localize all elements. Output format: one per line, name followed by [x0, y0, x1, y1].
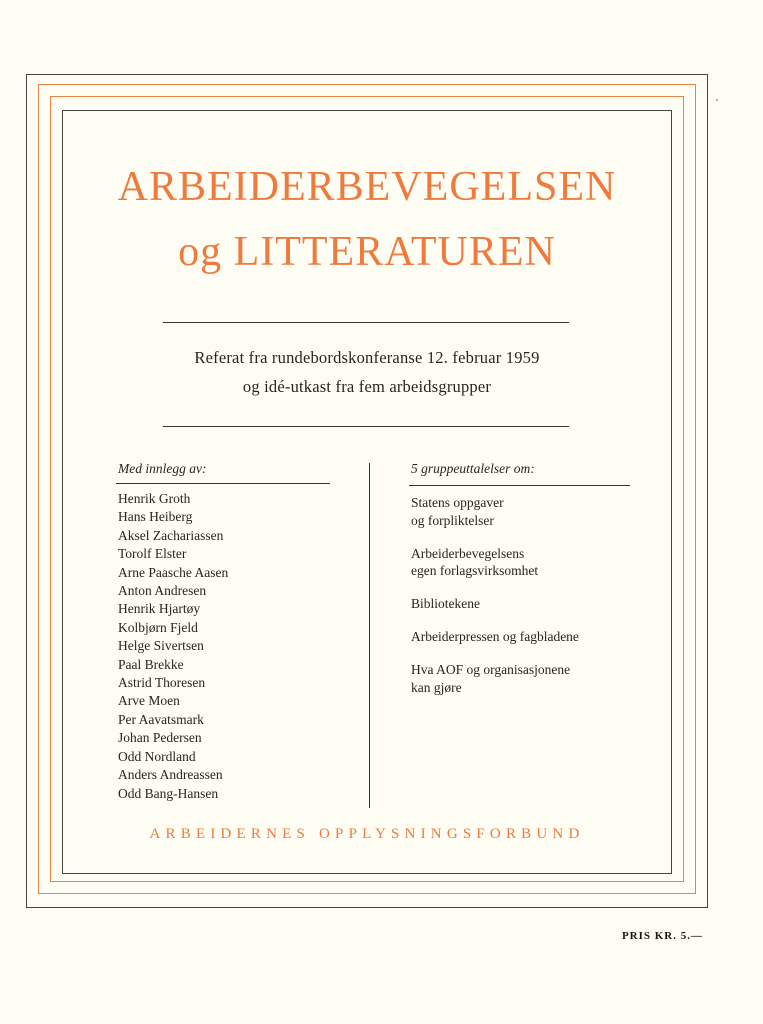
speaker-name: Arne Paasche Aasen — [118, 564, 229, 580]
speaker-name: Torolf Elster — [118, 546, 187, 562]
topic-line: Hva AOF og organisasjonene — [411, 662, 571, 677]
speaker-name: Per Aavatsmark — [118, 711, 204, 727]
topic-line: Bibliotekene — [411, 596, 480, 611]
topic-item — [411, 595, 579, 613]
speaker-name: Kolbjørn Fjeld — [118, 619, 198, 635]
price-label: PRIS KR. 5.— — [621, 930, 703, 942]
topic-list — [411, 494, 579, 712]
speaker-name: Henrik Groth — [118, 491, 191, 506]
topic-line: og forpliktelser — [411, 512, 494, 528]
column-divider — [369, 463, 370, 808]
title-line-2: og LITTERATUREN — [178, 229, 556, 275]
topic-item — [411, 628, 579, 646]
topic-item — [411, 661, 579, 696]
topic-item — [411, 494, 579, 529]
paper-speck — [716, 99, 718, 101]
speaker-name: Johan Pedersen — [118, 730, 202, 746]
speaker-name: Odd Bang-Hansen — [118, 785, 219, 801]
topic-line: Statens oppgaver — [411, 495, 504, 510]
title-line-1: ARBEIDERBEVEGELSEN — [117, 164, 617, 210]
speaker-name: Astrid Thoresen — [118, 675, 206, 691]
topic-line: egen forlagsvirksomhet — [411, 563, 539, 578]
speaker-name: Paal Brekke — [118, 656, 184, 672]
topic-line: kan gjøre — [411, 679, 462, 695]
publisher-footer: ARBEIDERNES OPPLYSNINGSFORBUND — [149, 826, 585, 842]
speaker-list — [118, 490, 228, 803]
topic-item — [411, 545, 579, 580]
left-column-heading: Med innlegg av: — [118, 461, 207, 476]
left-heading-rule — [116, 483, 330, 484]
subtitle-line-2: og idé-utkast fra fem arbeidsgrupper — [242, 377, 492, 396]
speaker-name: Arve Moen — [118, 693, 180, 709]
speaker-name: Odd Nordland — [118, 748, 196, 764]
bottom-divider — [163, 426, 569, 427]
right-column-heading: 5 gruppeuttalelser om: — [411, 461, 535, 476]
top-divider — [163, 322, 569, 323]
topic-line: Arbeiderbevegelsens — [411, 545, 525, 561]
subtitle — [62, 343, 672, 401]
speaker-name: Anders Andreassen — [118, 767, 223, 783]
topic-line: Arbeiderpressen og fagbladene — [411, 629, 579, 644]
speaker-name: Aksel Zachariassen — [118, 527, 224, 543]
subtitle-line-1: Referat fra rundebordskonferanse 12. februar 1959 — [194, 348, 540, 367]
speaker-name: Anton Andresen — [118, 583, 207, 599]
speaker-name: Hans Heiberg — [118, 509, 193, 525]
right-heading-rule — [409, 485, 630, 486]
speaker-name: Henrik Hjartøy — [118, 601, 201, 617]
speaker-name: Helge Sivertsen — [118, 638, 204, 654]
